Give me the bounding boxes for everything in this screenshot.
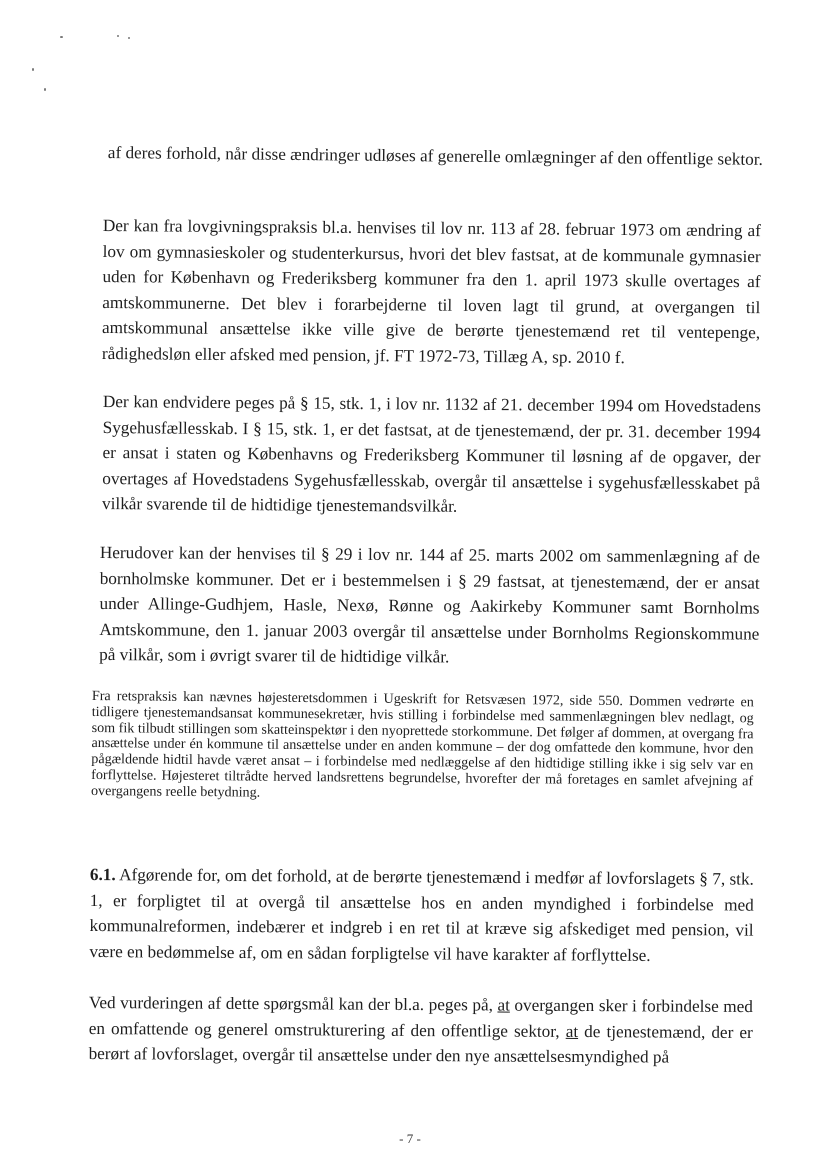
scan-speck bbox=[60, 36, 63, 38]
paragraph-continuation: af deres forhold, når disse ændringer udløses af generelle omlægninger af den offentlige sektor. bbox=[107, 142, 763, 169]
scan-speck bbox=[128, 37, 130, 39]
page-number: - 7 - bbox=[399, 1131, 421, 1146]
paragraph-assessment bbox=[89, 990, 753, 1071]
paragraph-gymnasium-law: Der kan fra lovgivningspraksis bl.a. henvises til lov nr. 113 af 28. februar 1973 om ændring af lov om gymnasieskoler og studenterkursus, hvori det blev fastsat, at de kommunale gymnasier uden for København og Frederiksberg kommuner fra den 1. april 1973 skulle overtages af amtskommunerne. Det blev i forarbejderne til loven lagt til grund, at overgangen til amtskommunal ansættelse ikke ville give de berørte tjenestemænd ret til ventepenge, rådighedsløn eller afsked med pension, jf. FT 1972-73, Tillæg A, sp. 2010 f. bbox=[101, 215, 761, 368]
section-text: Afgørende for, om det forhold, at de berørte tjenestemænd i medfør af lovforslagets § 7, stk. 1, er forpligtet til at overgå til ansættelse hos en anden myndighed i forbindelse med kommunalreformen, indebærer et indgreb i en ret til at kræve sig afskediget med pension, vil være en bedømmelse af, om en sådan forpligtelse vil have karakter af forflyttelse. bbox=[89, 865, 754, 965]
scan-speck bbox=[117, 35, 119, 37]
section-number: 6.1. bbox=[89, 864, 116, 885]
paragraph-bornholm-law: Herudover kan der henvises til § 29 i lov nr. 144 af 25. marts 2002 om sammenlægning af de bornholmske kommuner. Det er i bestemmelsen i § 29 fastsat, at tjenestemænd, der er ansat under Allinge-Gudhjem, Hasle, Nexø, Rønne og Aakirkeby Kommuner samt Bornholms Amtskommune, den 1. januar 2003 overgår til ansættelse under Bornholms Regionskommune på vilkår, som i øvrigt svarer til de hidtidige vilkår. bbox=[99, 542, 760, 667]
section-6-1 bbox=[89, 862, 754, 969]
paragraph-text: Ved vurderingen af dette spørgsmål kan der bl.a. peges på, bbox=[88, 992, 498, 1015]
underlined-word: at bbox=[497, 995, 510, 1015]
scan-speck bbox=[32, 68, 34, 71]
paragraph-case-law-note: Fra retspraksis kan nævnes højesteretsdommen i Ugeskrift for Retsvæsen 1972, side 550. Dommen vedrørte en tidligere tjenestemandsansat kommunesekretær, hvis stilling i forbindelse med sammenlægningen blev nedlagt, og som fik tilbudt stillingen som skatteinspektør i den nyoprettede storkommune. Det følger af dommen, at overgang fra ansættelse under én kommune til ansættelse under en anden kommune – der dog omfattede den kommune, hvor den pågældende hidtil havde været ansat – i forbindelse med nedlæggelse af den hidtidige stilling ikke i sig selv var en forflyttelse. Højesteret tiltrådte herved landsrettens begrundelse, hvorefter der må foretages en samlet afvejning af overgangens reelle betydning. bbox=[90, 688, 754, 801]
paragraph-hospital-law: Der kan endvidere peges på § 15, stk. 1, i lov nr. 1132 af 21. december 1994 om Hovedstadens Sygehusfællesskab. I § 15, stk. 1, er det fastsat, at de tjenestemænd, der pr. 31. december 1994 er ansat i staten og Københavns og Frederiksberg Kommuner til løsning af de opgaver, der overtages af Hovedstadens Sygehusfællesskab, overgår til ansættelse i sygehusfællesskabet på vilkår svarende til de hidtidige tjenestemandsvilkår. bbox=[102, 391, 761, 517]
underlined-word: at bbox=[565, 1021, 579, 1041]
scan-speck bbox=[44, 88, 46, 91]
paragraph-text: de tjenestemænd, der er berørt af lovforslaget, overgår til ansættelse under den nye ansættelsesmyndighed på bbox=[88, 1021, 753, 1067]
paragraph-text: overgangen sker i forbindelse med en omfattende og generel omstrukturering af den offentlige sektor, bbox=[88, 995, 753, 1041]
